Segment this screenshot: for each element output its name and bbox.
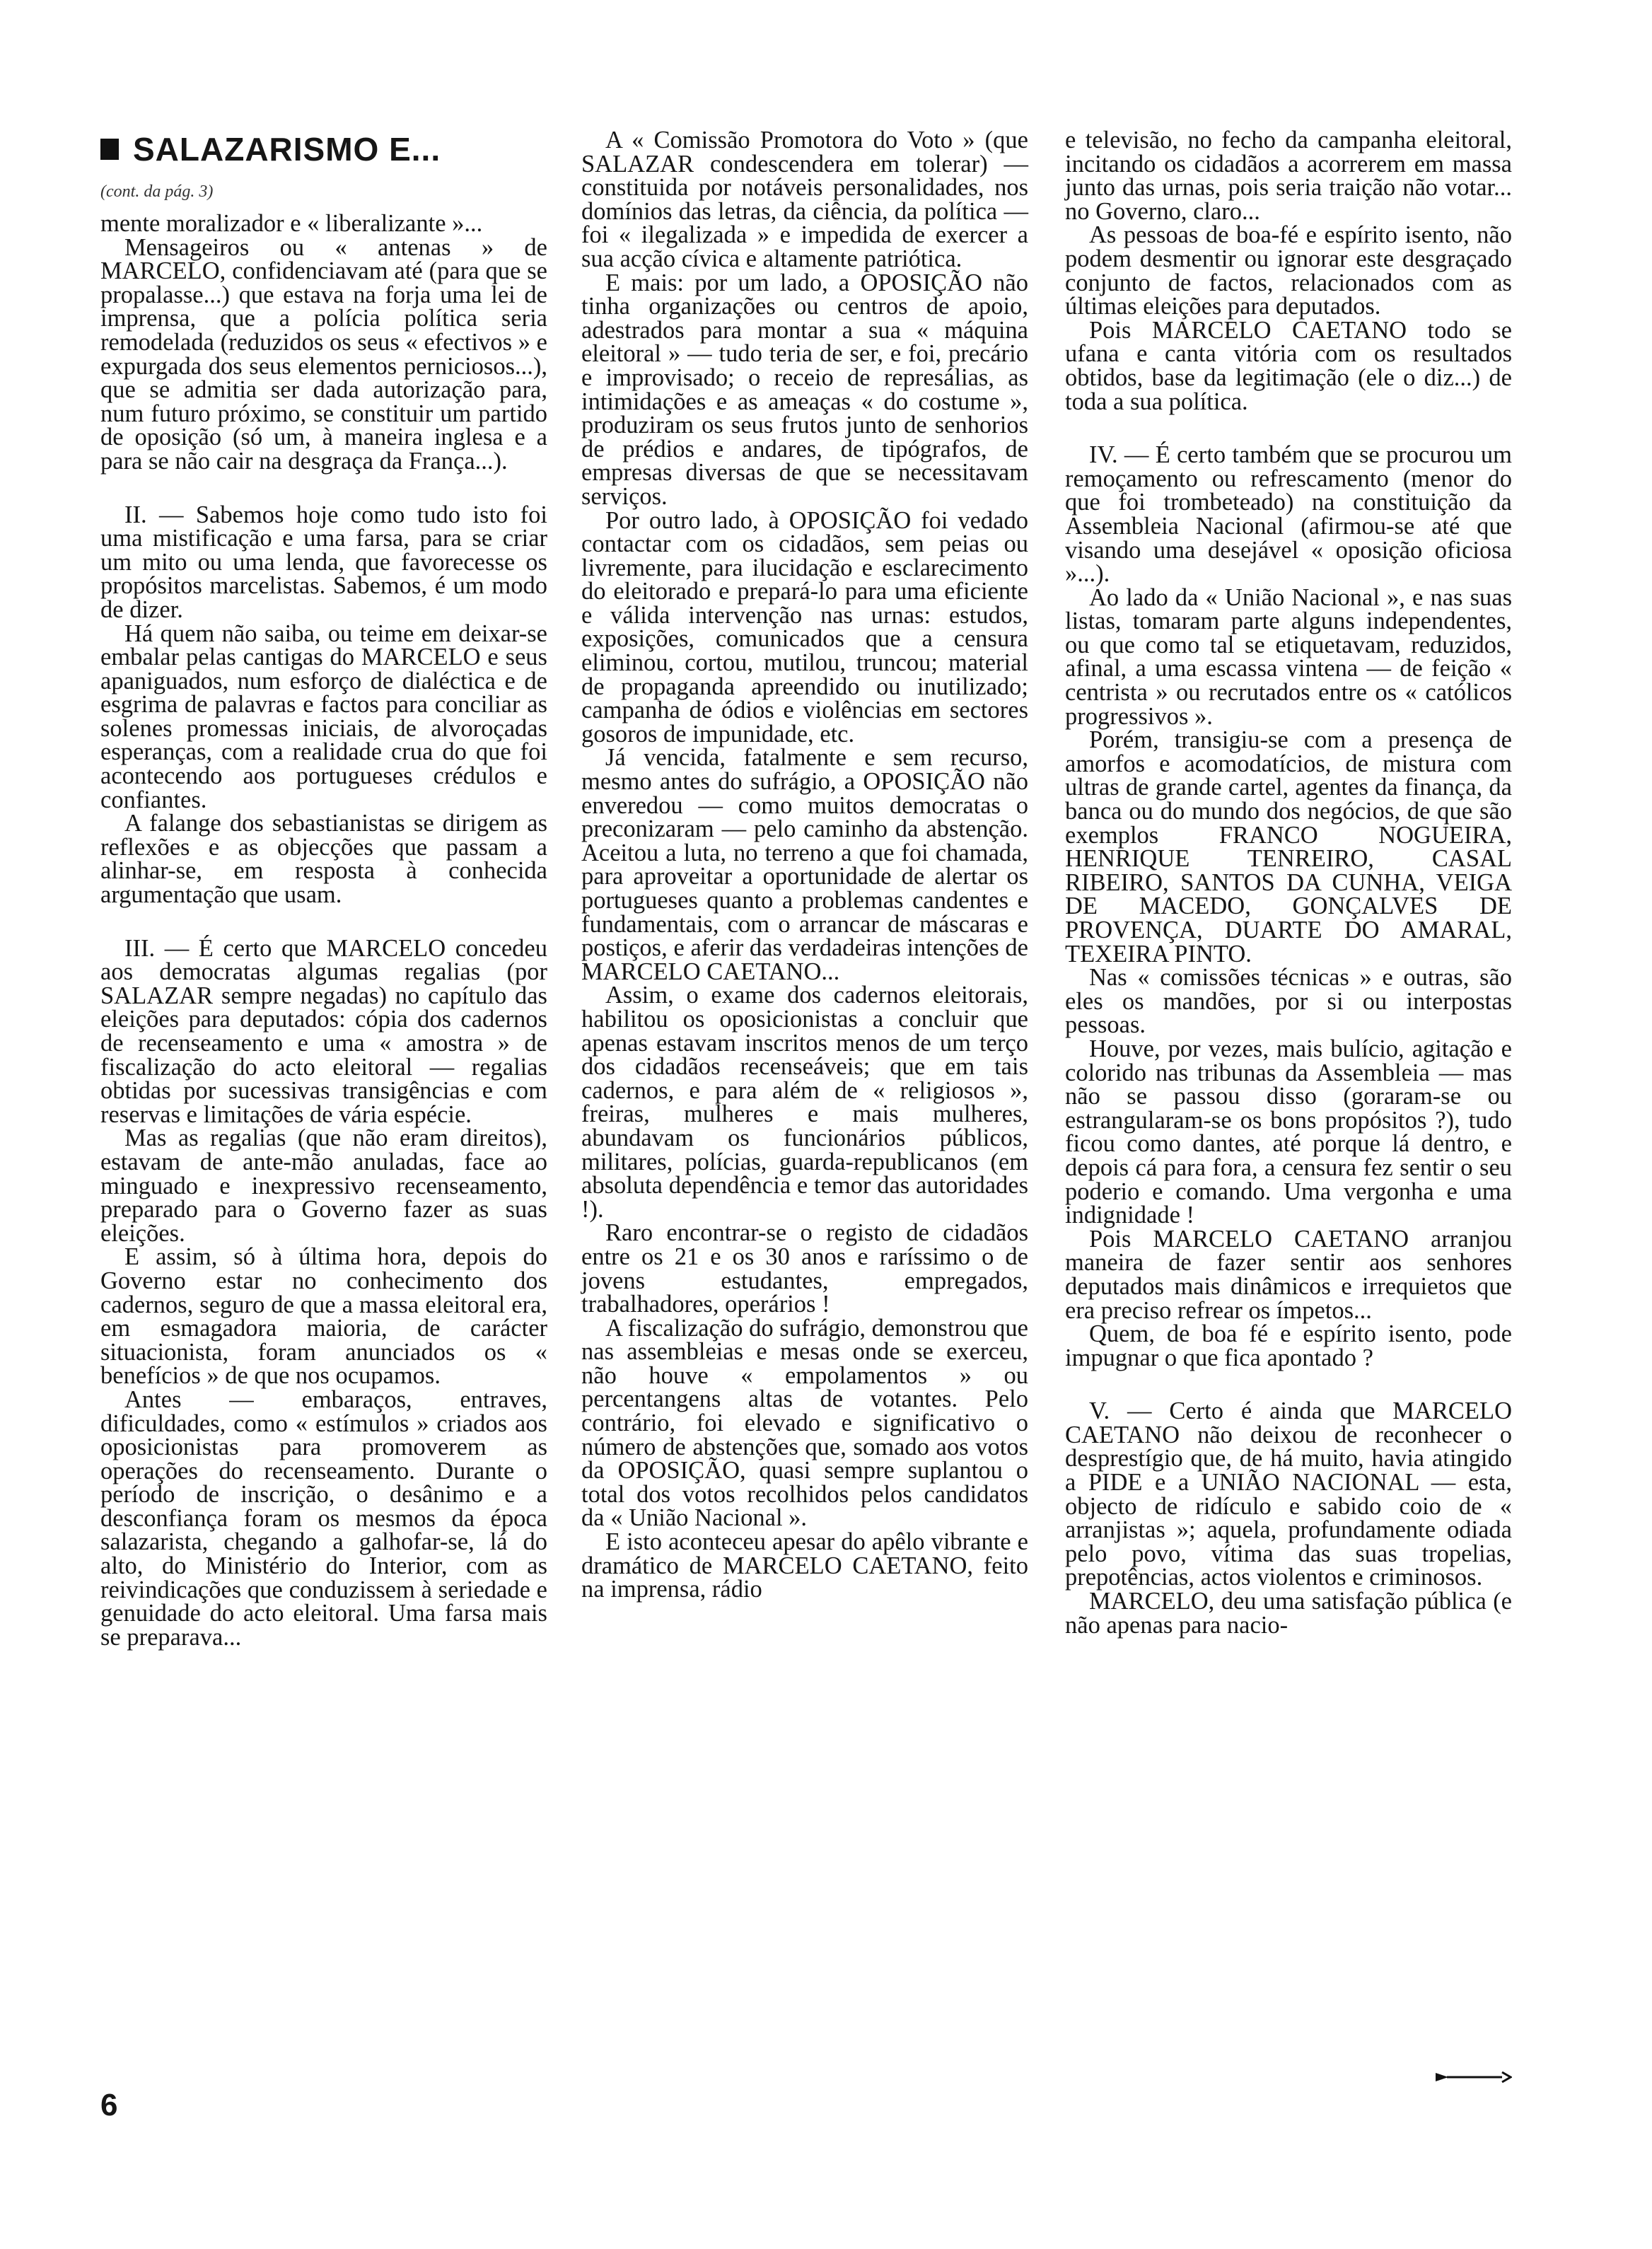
paragraph-gap xyxy=(1065,1370,1512,1400)
paragraph: Por outro lado, à OPOSIÇÃO foi vedado contactar com os cidadãos, sem peias ou livremente, para ilucidação e esclarecimento do eleitorado e prepará-lo para uma eficiente e válida intervenção nas urnas: estudos, exposições, comunicados que a censura eliminou, cortou, mutilou, truncou; material de propaganda apreendido ou inutilizado; campanha de ódios e violências em sectores gosoros de impunidade, etc. xyxy=(581,506,1028,748)
paragraph: A « Comissão Promotora do Voto » (que SALAZAR condescendera em tolerar) — constituida por notáveis personalidades, nos domínios das letras, da ciência, da política — foi « ilegalizada » e impedida de exercer a sua acção cívica e altamente patriótica. xyxy=(581,127,1028,272)
paragraph: Mensageiros ou « antenas » de MARCELO, confidenciavam até (para que se propalasse...) que estava na forja uma lei de imprensa, que a polícia política seria remodelada (reduzidos os seus « efectivos » e expurgada dos seus elementos perniciosos...), que se admitia ser dada autorização para, num futuro próximo, se constituir um partido de oposição (só um, à maneira inglesa e a para se não cair na desgraça da França...). xyxy=(100,233,547,475)
paragraph: Houve, por vezes, mais bulício, agitação e colorido nas tribunas da Assembleia — mas não se passou disso (goraram-se ou estrangularam-se os bons propósitos ?), tudo ficou como dantes, até porque lá dentro, e depois cá para fora, a censura fez sentir o seu poderio e comando. Uma vergonha e uma indignidade ! xyxy=(1065,1035,1512,1229)
paragraph: Porém, transigiu-se com a presença de amorfos e acomodatícios, de mistura com ultras de grande cartel, agentes da finança, da banca ou do mundo dos negócios, de que são exemplos FRANCO NOGUEIRA, HENRIQUE TENREIRO, CASAL RIBEIRO, SANTOS DA CUNHA, VEIGA DE MACEDO, GONÇALVES DE PROVENÇA, DUARTE DO AMARAL, TEXEIRA PINTO. xyxy=(1065,726,1512,967)
column-3-text xyxy=(1065,129,1512,1637)
paragraph: A fiscalização do sufrágio, demonstrou que nas assembleias e mesas onde se exerceu, não houve « empolamentos » ou percentangens altas de votantes. Pelo contrário, foi elevado e significativo o número de abstenções que, somado aos votos da OPOSIÇÃO, quasi sempre suplantou o total dos votos recolhidos pelos candidatos da « União Nacional ». xyxy=(581,1314,1028,1532)
paragraph: Quem, de boa fé e espírito isento, pode impugnar o que fica apontado ? xyxy=(1065,1320,1512,1371)
column-2-text xyxy=(581,129,1028,1602)
paragraph-gap xyxy=(1065,414,1512,443)
article-title-text: SALAZARISMO E... xyxy=(133,131,441,168)
paragraph: Já vencida, fatalmente e sem recurso, mesmo antes do sufrágio, a OPOSIÇÃO não enveredou — como muitos democratas o preconizaram — pelo caminho da abstenção. Aceitou a luta, no terreno a que foi chamada, para aproveitar a oportunidade de alertar os portugueses quanto a problemas candentes e fundamentais, com o arrancar de máscaras e postiços, e aferir das verdadeiras intenções de MARCELO CAETANO... xyxy=(581,744,1028,985)
paragraph: MARCELO, deu uma satisfação pública (e não apenas para nacio- xyxy=(1065,1588,1512,1639)
paragraph: V. — Certo é ainda que MARCELO CAETANO não deixou de reconhecer o desprestígio que, de há muito, havia atingido a PIDE e a UNIÃO NACIONAL — esta, objecto de ridículo e sabido coio de « arranjistas »; aquela, profundamente odiada pelo povo, vítima das suas tropelias, prepotências, actos violentos e criminosos. xyxy=(1065,1397,1512,1591)
paragraph: A falange dos sebastianistas se dirigem as reflexões e as objecções que passam a alinhar-se, em resposta à conhecida argumentação que usam. xyxy=(100,810,547,909)
column-1-text xyxy=(100,212,547,1649)
paragraph: Nas « comissões técnicas » e outras, são eles os mandões, por si ou interpostas pessoas. xyxy=(1065,964,1512,1039)
paragraph: III. — É certo que MARCELO concedeu aos democratas algumas regalias (por SALAZAR sempre negadas) no capítulo das eleições para deputados: cópia dos cadernos de recenseamento e uma « amostra » de fiscalização do acto eleitoral — regalias obtidas por sucessivas transigências e com reservas e limitações de vária espécie. xyxy=(100,934,547,1128)
paragraph: e televisão, no fecho da campanha eleitoral, incitando os cidadãos a acorrerem em massa junto das urnas, pois seria traição não votar... no Governo, claro... xyxy=(1065,127,1512,225)
paragraph: mente moralizador e « liberalizante »... xyxy=(100,210,483,237)
column-2 xyxy=(581,129,1028,1602)
paragraph: Pois MARCELO CAETANO arranjou maneira de fazer sentir aos senhores deputados mais dinâmicos e irrequietos que era preciso refrear os ímpetos... xyxy=(1065,1225,1512,1324)
paragraph: Assim, o exame dos cadernos eleitorais, habilitou os oposicionistas a concluir que apenas estavam inscritos menos de um terço dos cidadãos recenseáveis; que em tais cadernos, e para além de « religiosos », freiras, mulheres e mais mulheres, abundavam os funcionários públicos, militares, polícias, guarda-republicanos (em absoluta dependência e temor das autoridades !). xyxy=(581,982,1028,1223)
title-bullet-icon xyxy=(100,139,119,160)
page-number: 6 xyxy=(100,2088,118,2122)
paragraph: As pessoas de boa-fé e espírito isento, não podem desmentir ou ignorar este desgraçado conjunto de factos, relacionados com as últimas eleições para deputados. xyxy=(1065,221,1512,320)
paragraph: Pois MARCELO CAETANO todo se ufana e canta vitória com os resultados obtidos, base da legitimação (ele o diz...) de toda a sua política. xyxy=(1065,316,1512,415)
article-title xyxy=(100,129,547,170)
paragraph: Há quem não saiba, ou teime em deixar-se embalar pelas cantigas do MARCELO e seus apaniguados, num esforço de dialéctica e de esgrima de palavras e factos para conciliar as solenes promessas iniciais, de alvoroçadas esperanças, com a realidade crua do que foi acontecendo aos portugueses crédulos e confiantes. xyxy=(100,620,547,813)
column-3 xyxy=(1065,129,1512,1637)
paragraph: Antes — embaraços, entraves, dificuldades, como « estímulos » criados aos oposicionistas para promoverem as operações do recenseamento. Durante o período de inscrição, o desânimo e a desconfiança foram os mesmos da época salazarista, chegando a galhofar-se, lá do alto, do Ministério do Interior, com as reivindicações que conduzissem à seriedade e genuidade do acto eleitoral. Uma farsa mais se preparava... xyxy=(100,1385,547,1651)
paragraph: Ao lado da « União Nacional », e nas suas listas, tomaram parte alguns independentes, ou que como tal se etiquetavam, reduzidos, afinal, a uma escassa vintena — de feição « centrista » ou recrutados entre os « católicos progressivos ». xyxy=(1065,583,1512,730)
paragraph: E mais: por um lado, a OPOSIÇÃO não tinha organizações ou centros de apoio, adestrados para montar a sua « máquina eleitoral » — tudo teria de ser, e foi, precário e improvisado; o receio de represálias, as intimidações e as ameaças « do costume », produziram os seus frutos junto de senhorios de prédios e andares, de tipógrafos, de empresas diversas de que se necessitavam serviços. xyxy=(581,269,1028,510)
paragraph-gap xyxy=(100,907,547,937)
paragraph-gap xyxy=(100,474,547,504)
continuation-note: (cont. da pág. 3) xyxy=(100,182,214,201)
paragraph: E assim, só à última hora, depois do Governo estar no conhecimento dos cadernos, seguro de que a massa eleitoral era, em esmagadora maioria, de carácter situacionista, foram anunciados os « benefícios » de que nos ocupamos. xyxy=(100,1243,547,1390)
paragraph: Raro encontrar-se o registo de cidadãos entre os 21 e os 30 anos e raríssimo o de jovens estudantes, empregados, trabalhadores, operários ! xyxy=(581,1219,1028,1318)
paragraph: E isto aconteceu apesar do apêlo vibrante e dramático de MARCELO CAETANO, feito na imprensa, rádio xyxy=(581,1528,1028,1603)
arrow-right-icon xyxy=(1434,2067,1512,2088)
column-1 xyxy=(100,129,547,1649)
paragraph: Mas as regalias (que não eram direitos), estavam de ante-mão anuladas, face ao minguado e inexpressivo recenseamento, preparado para o Governo fazer as suas eleições. xyxy=(100,1124,547,1247)
paragraph: II. — Sabemos hoje como tudo isto foi uma mistificação e uma farsa, para se criar um mito ou uma lenda, que favorecesse os propósitos marcelistas. Sabemos, é um modo de dizer. xyxy=(100,501,547,623)
paragraph: IV. — É certo também que se procurou um remoçamento ou refrescamento (menor do que foi trombeteado) na constituição da Assembleia Nacional (afirmou-se até que visando uma desejável « oposição oficiosa »...). xyxy=(1065,441,1512,588)
